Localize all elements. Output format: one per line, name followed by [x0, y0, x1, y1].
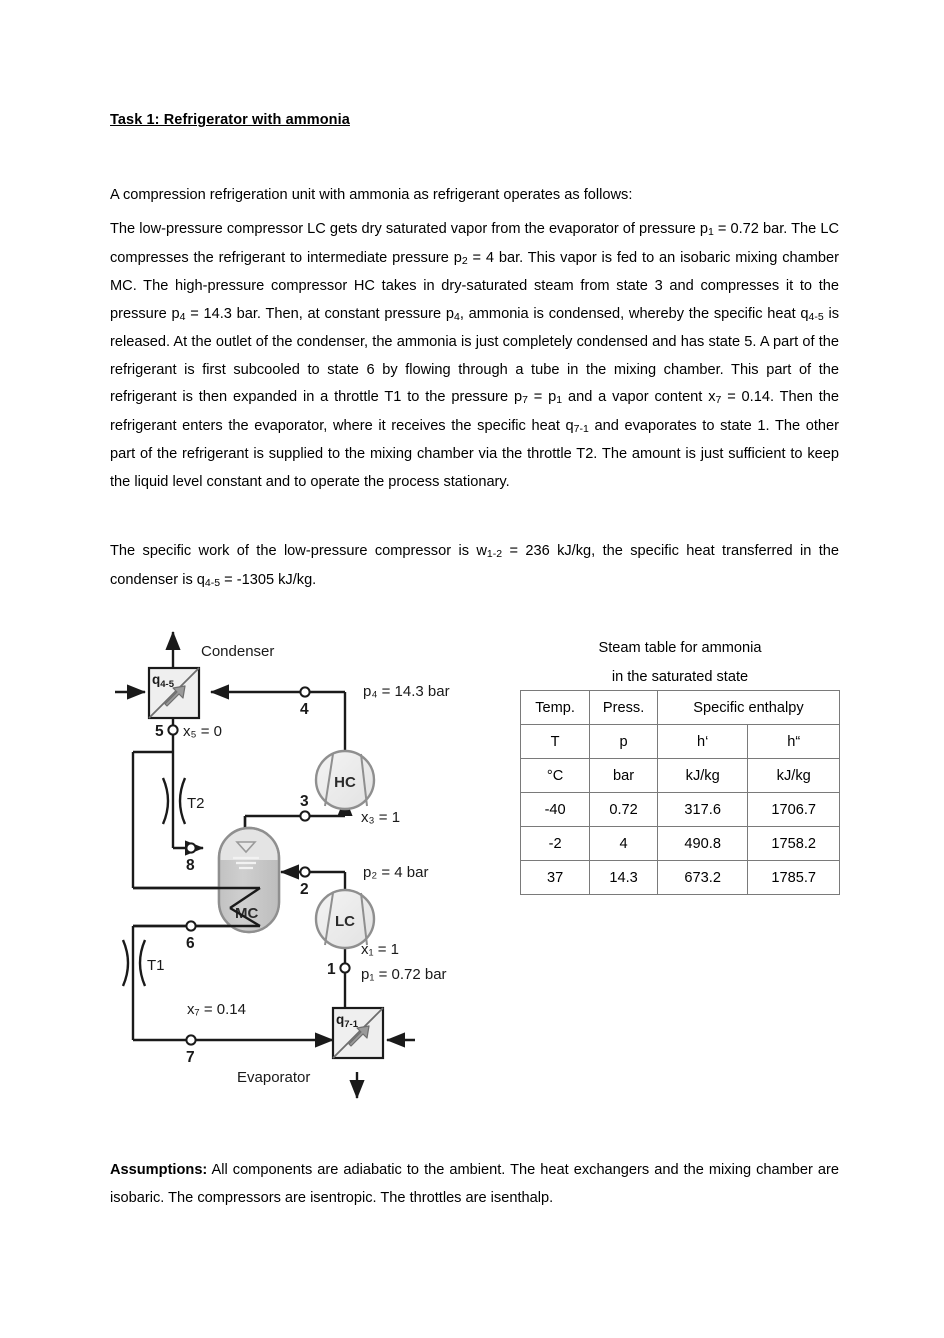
high-pressure-compressor: [316, 751, 374, 809]
symbol-T: T: [521, 725, 590, 759]
state-number-5: 5: [155, 723, 164, 740]
cell-h-double-prime: 1758.2: [748, 827, 840, 861]
cell-p: 0.72: [590, 793, 658, 827]
state-number-3: 3: [300, 793, 309, 810]
symbol-p: p: [590, 725, 658, 759]
header-temp: Temp.: [521, 691, 590, 725]
p2-label: p₂ = 4 bar: [363, 864, 429, 881]
condenser-label: Condenser: [201, 643, 275, 660]
cell-h-double-prime: 1785.7: [748, 861, 840, 895]
cell-T: 37: [521, 861, 590, 895]
cell-h-prime: 317.6: [657, 793, 747, 827]
state-point-1: [340, 963, 349, 972]
t1-label: T1: [147, 957, 165, 974]
main-description-paragraph: The low-pressure compressor LC gets dry saturated vapor from the evaporator of pressure $p_1 = 0.72$ bar. The LC compresses the refrigerant to intermediate pressure $p_2 = 4$ bar. This vapor is fed to an isobaric mixing chamber MC. The high-pressure compressor HC takes in dry-saturated steam from state 3 and compresses it to the pressure $p_4 = 14.3$ bar. Then, at constant pressure $p_4$, ammonia is condensed, whereby the specific heat $q_{4-5}$ is released. At the outlet of the condenser, the ammonia is just completely condensed and has state 5. A part of the refrigerant is first subcooled to state 6 by flowing through a tube in the mixing chamber. This part of the refrigerant is then expanded in a throttle T1 to the pressure $p_7 = p_1$ and a vapor content $x_7 = 0.14$. Then the refrigerant enters the evaporator, where it receives the specific heat $q_{7-1}$ and evaporates to state 1. The other part of the refrigerant is supplied to the mixing chamber via the throttle T2. The amount is just sufficient to keep the liquid level constant and to operate the process stationary.: [110, 221, 839, 490]
cell-T: -40: [521, 793, 590, 827]
x3-label: x₃ = 1: [361, 809, 401, 826]
condenser-heat-label: $q_{4-5}$: [152, 672, 174, 690]
unit-bar: bar: [590, 759, 658, 793]
symbol-h-prime: h‘: [657, 725, 747, 759]
steam-table: [520, 690, 840, 895]
table-row: [521, 827, 840, 861]
header-press: Press.: [590, 691, 658, 725]
hc-label: HC: [334, 774, 356, 791]
steam-table-caption-line1: Steam table for ammonia: [598, 640, 762, 656]
cell-h-double-prime: 1706.7: [748, 793, 840, 827]
p1-label: p₁ = 0.72 bar: [361, 966, 447, 983]
table-row: [521, 793, 840, 827]
state-number-7: 7: [186, 1049, 195, 1066]
evaporator-block: [333, 1008, 383, 1058]
table-row: [521, 861, 840, 895]
lc-label: LC: [335, 913, 355, 930]
evaporator-heat-label: $q_{7-1}$: [336, 1012, 358, 1030]
x1-label: x₁ = 1: [361, 941, 399, 958]
mc-label: MC: [235, 905, 259, 922]
table-symbol-row: [521, 725, 840, 759]
mixing-chamber-vessel: [219, 828, 279, 932]
x7-label: x₇ = 0.14: [187, 1001, 246, 1018]
process-flow-diagram: [105, 620, 485, 1100]
state-point-4: [300, 687, 309, 696]
state-point-3: [300, 811, 309, 820]
cell-p: 14.3: [590, 861, 658, 895]
unit-kjkg-liquid: kJ/kg: [657, 759, 747, 793]
condenser-block: [149, 668, 199, 718]
steam-table-caption-line2: in the saturated state: [611, 669, 749, 685]
table-header-group-row: [521, 691, 840, 725]
assumptions-paragraph: Assumptions: All components are adiabatic to the ambient. The heat exchangers and the mixing chamber are isobaric. The compressors are isentropic. The throttles are isenthalp.: [110, 1162, 839, 1206]
state-number-4: 4: [300, 701, 309, 718]
header-specific-enthalpy: Specific enthalpy: [657, 691, 839, 725]
cell-T: -2: [521, 827, 590, 861]
state-point-5: [168, 725, 177, 734]
t2-label: T2: [187, 795, 205, 812]
low-pressure-compressor: [316, 890, 374, 948]
state-point-6: [186, 921, 195, 930]
p4-label: p₄ = 14.3 bar: [363, 683, 450, 700]
cell-h-prime: 490.8: [657, 827, 747, 861]
symbol-h-double-prime: h“: [748, 725, 840, 759]
given-values-paragraph: The specific work of the low-pressure compressor is $w_{1-2} = 236$ kJ/kg, the specific heat transferred in the condenser is $q_{4-5} = -1305$ kJ/kg.: [110, 543, 839, 589]
table-unit-row: [521, 759, 840, 793]
state-point-7: [186, 1035, 195, 1044]
state-point-8: [186, 843, 195, 852]
unit-kjkg-vapor: kJ/kg: [748, 759, 840, 793]
state-number-6: 6: [186, 935, 195, 952]
cell-h-prime: 673.2: [657, 861, 747, 895]
page-title: Task 1: Refrigerator with ammonia: [110, 112, 350, 128]
intro-paragraph: A compression refrigeration unit with ammonia as refrigerant operates as follows:: [110, 187, 633, 203]
state-number-2: 2: [300, 881, 309, 898]
evaporator-label: Evaporator: [237, 1069, 311, 1086]
cell-p: 4: [590, 827, 658, 861]
state-point-2: [300, 867, 309, 876]
state-number-8: 8: [186, 857, 195, 874]
state-number-1: 1: [327, 961, 336, 978]
x5-label: x₅ = 0: [183, 723, 222, 740]
unit-celsius: °C: [521, 759, 590, 793]
